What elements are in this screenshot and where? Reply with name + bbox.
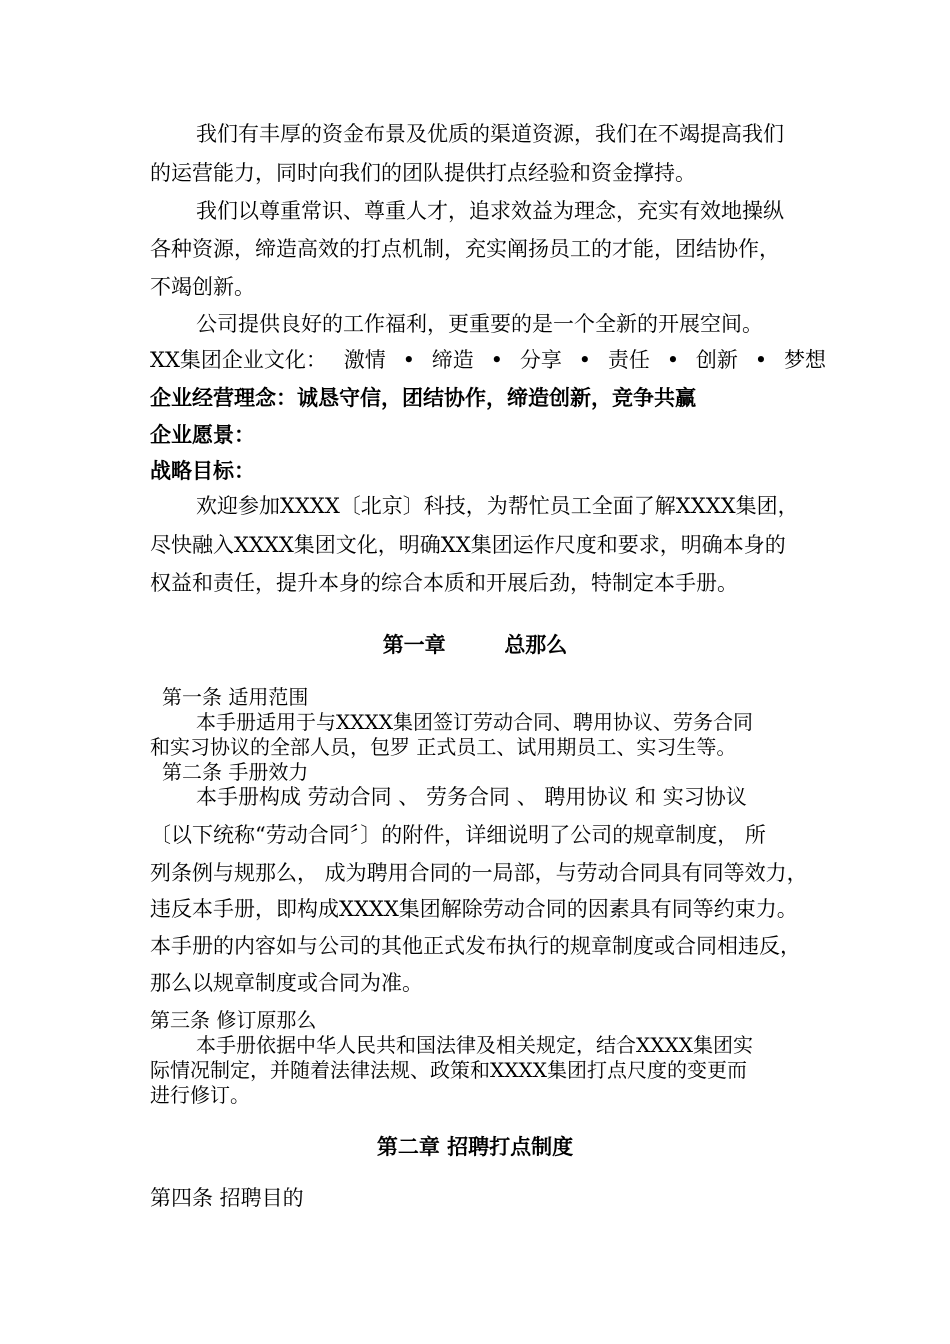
- article3-line1: 本手册依据中华人民共和国法律及相关规定，结合XXXX集团实: [196, 1033, 753, 1057]
- article2-line6: 那么以规章制度或合同为准。: [150, 971, 423, 995]
- intro-p1-line1: 我们有丰厚的资金布景及优质的渠道资源，我们在不竭提高我们: [196, 122, 784, 146]
- article1-line2: 和实习协议的全部人员，包罗 正式员工、试用期员工、实习生等。: [150, 735, 737, 759]
- intro-p2-line2: 各种资源，缔造高效的打点机制，充实阐扬员工的才能，团结协作，: [150, 237, 780, 261]
- business-philosophy: 企业经营理念：诚恳守信，团结协作，缔造创新，竞争共赢: [150, 385, 696, 410]
- culture-label: XX集团企业文化：: [150, 348, 327, 372]
- article4-title: 第四条 招聘目的: [150, 1186, 304, 1210]
- intro-p2-line3: 不竭创新。: [150, 275, 255, 299]
- welcome-line1: 欢迎参加XXXX〔北京〕科技，为帮忙员工全面了解XXXX集团，: [196, 494, 799, 518]
- article2-line3: 列条例与规那么， 成为聘用合同的一局部，与劳动合同具有同等效力，: [150, 861, 808, 885]
- culture-value-2: 缔造: [431, 348, 474, 372]
- bullet-icon: •: [402, 348, 415, 372]
- culture-value-1: 激情: [343, 348, 386, 372]
- culture-line: [150, 347, 826, 373]
- culture-value-5: 创新: [695, 348, 738, 372]
- bullet-icon: •: [578, 348, 592, 372]
- bullet-icon: •: [490, 348, 503, 372]
- article2-line4: 违反本手册，即构成XXXX集团解除劳动合同的因素具有同等约束力。: [150, 897, 798, 921]
- intro-p3: 公司提供良好的工作福利，更重要的是一个全新的开展空间。: [196, 312, 763, 336]
- article3-title: 第三条 修订原那么: [150, 1008, 317, 1032]
- article2-title: 第二条 手册效力: [162, 760, 309, 784]
- chapter1-number: 第一章: [382, 632, 446, 657]
- article3-line3: 进行修订。: [150, 1083, 250, 1107]
- chapter1-heading: [0, 632, 950, 658]
- article3-line2: 际情况制定，并随着法律法规、政策和XXXX集团打点尺度的变更而: [150, 1058, 747, 1082]
- article1-title: 第一条 适用范围: [162, 685, 309, 709]
- welcome-line2: 尽快融入XXXX集团文化，明确XX集团运作尺度和要求，明确本身的: [150, 533, 786, 557]
- article2-line2: 〔以下统称“劳动合同〞〕的附件，详细说明了公司的规章制度， 所: [150, 823, 766, 847]
- culture-value-4: 责任: [607, 348, 650, 372]
- welcome-line3: 权益和责任，提升本身的综合本质和开展后劲，特制定本手册。: [150, 571, 738, 595]
- bullet-icon: •: [666, 348, 680, 372]
- intro-p2-line1: 我们以尊重常识、尊重人才，追求效益为理念，充实有效地操纵: [196, 199, 784, 223]
- article2-line1: 本手册构成 劳动合同 、 劳务合同 、 聘用协议 和 实习协议: [196, 785, 747, 809]
- corporate-vision: 企业愿景：: [150, 422, 255, 447]
- bullet-icon: •: [754, 348, 768, 372]
- article1-line1: 本手册适用于与XXXX集团签订劳动合同、聘用协议、劳务合同: [196, 710, 753, 734]
- culture-value-6: 梦想: [783, 348, 826, 372]
- culture-value-3: 分享: [519, 348, 562, 372]
- chapter2-heading: 第二章 招聘打点制度: [376, 1134, 574, 1159]
- article2-line5: 本手册的内容如与公司的其他正式发布执行的规章制度或合同相违反，: [150, 934, 801, 958]
- chapter1-name: 总那么: [504, 632, 568, 657]
- intro-p1-line2: 的运营能力，同时向我们的团队提供打点经验和资金撑持。: [150, 161, 696, 185]
- strategic-goals: 战略目标：: [150, 458, 255, 483]
